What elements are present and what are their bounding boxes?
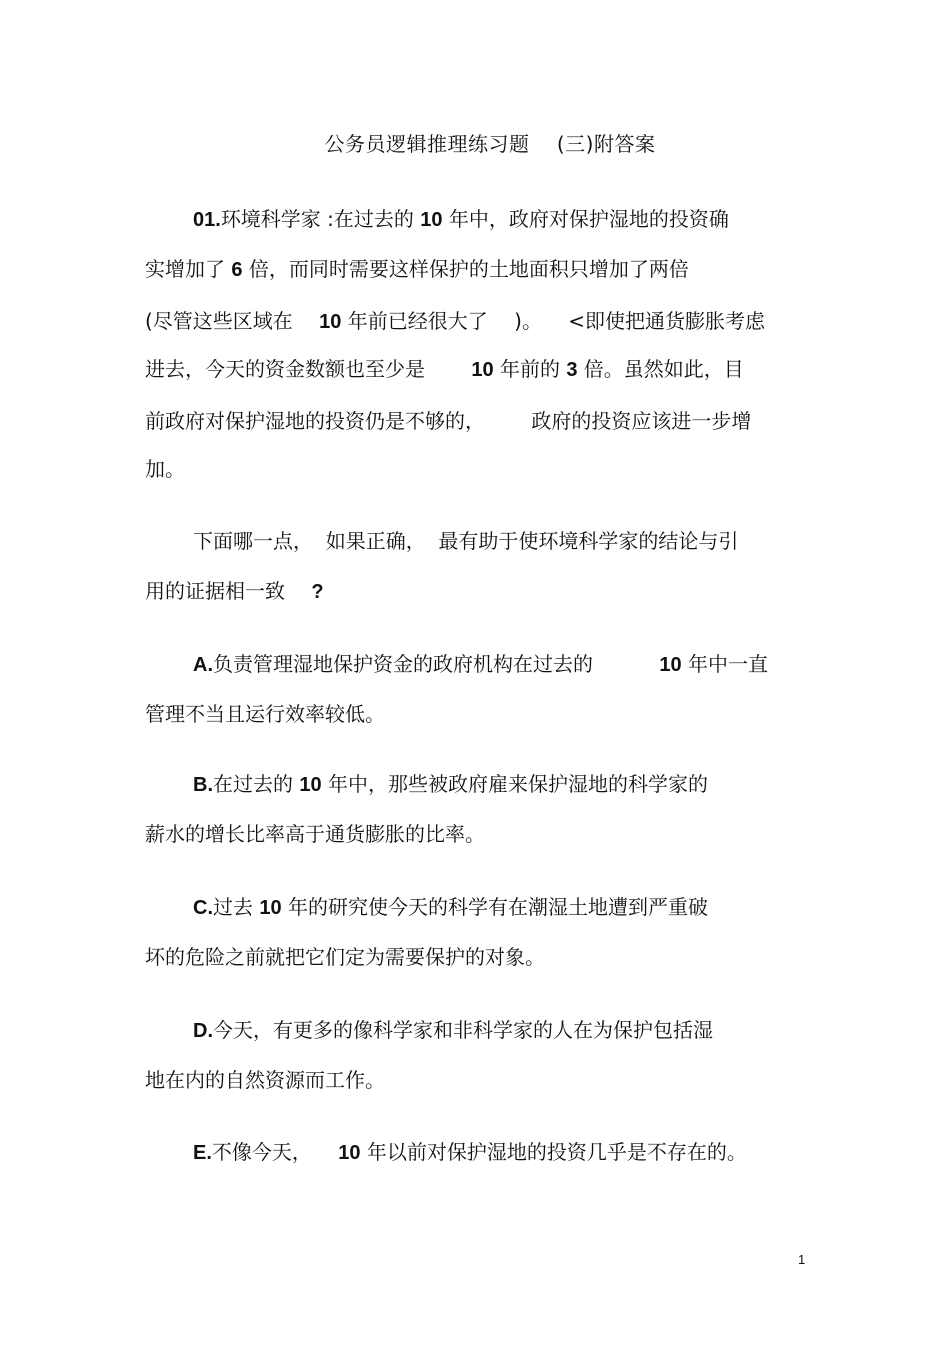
option-a-line-1: A.负责管理湿地保护资金的政府机构在过去的 10 年中一直 [193,652,768,676]
option-b-line-2: 薪水的增长比率高于通货膨胀的比率。 [145,822,485,846]
question-line-5: 前政府对保护湿地的投资仍是不够的， 政府的投资应该进一步增 [145,409,752,433]
option-letter: A. [193,654,213,676]
question-line-1: 01.环境科学家 :在过去的 10 年中，政府对保护湿地的投资确 [193,207,729,231]
question-line-3: (尽管这些区域在 10 年前已经很大了 )。 <即使把通货膨胀考虑 [145,309,766,333]
question-line-2: 实增加了 6 倍，而同时需要这样保护的土地面积只增加了两倍 [145,257,689,281]
question-line-4: 进去，今天的资金数额也至少是 10 年前的 3 倍。虽然如此，目 [145,357,744,381]
option-letter: B. [193,774,213,796]
option-a-line-2: 管理不当且运行效率较低。 [145,702,385,726]
option-b-line-1: B.在过去的 10 年中，那些被政府雇来保护湿地的科学家的 [193,772,708,796]
question-number: 01. [193,209,221,231]
option-d-line-1: D.今天，有更多的像科学家和非科学家的人在为保护包括湿 [193,1018,713,1042]
prompt-line-2: 用的证据相一致 ? [145,579,324,603]
option-c-line-1: C.过去 10 年的研究使今天的科学有在潮湿土地遭到严重破 [193,895,708,919]
option-letter: D. [193,1020,213,1042]
question-line-6: 加。 [145,457,185,481]
option-e-line-1: E.不像今天， 10 年以前对保护湿地的投资几乎是不存在的。 [193,1140,747,1164]
page-title: 公务员逻辑推理练习题 (三)附答案 [324,132,656,156]
option-d-line-2: 地在内的自然资源而工作。 [145,1068,385,1092]
option-c-line-2: 坏的危险之前就把它们定为需要保护的对象。 [145,945,545,969]
prompt-line-1: 下面哪一点， 如果正确， 最有助于使环境科学家的结论与引 [193,529,739,553]
page-number: 1 [798,1252,806,1267]
option-letter: E. [193,1142,212,1164]
option-letter: C. [193,897,213,919]
